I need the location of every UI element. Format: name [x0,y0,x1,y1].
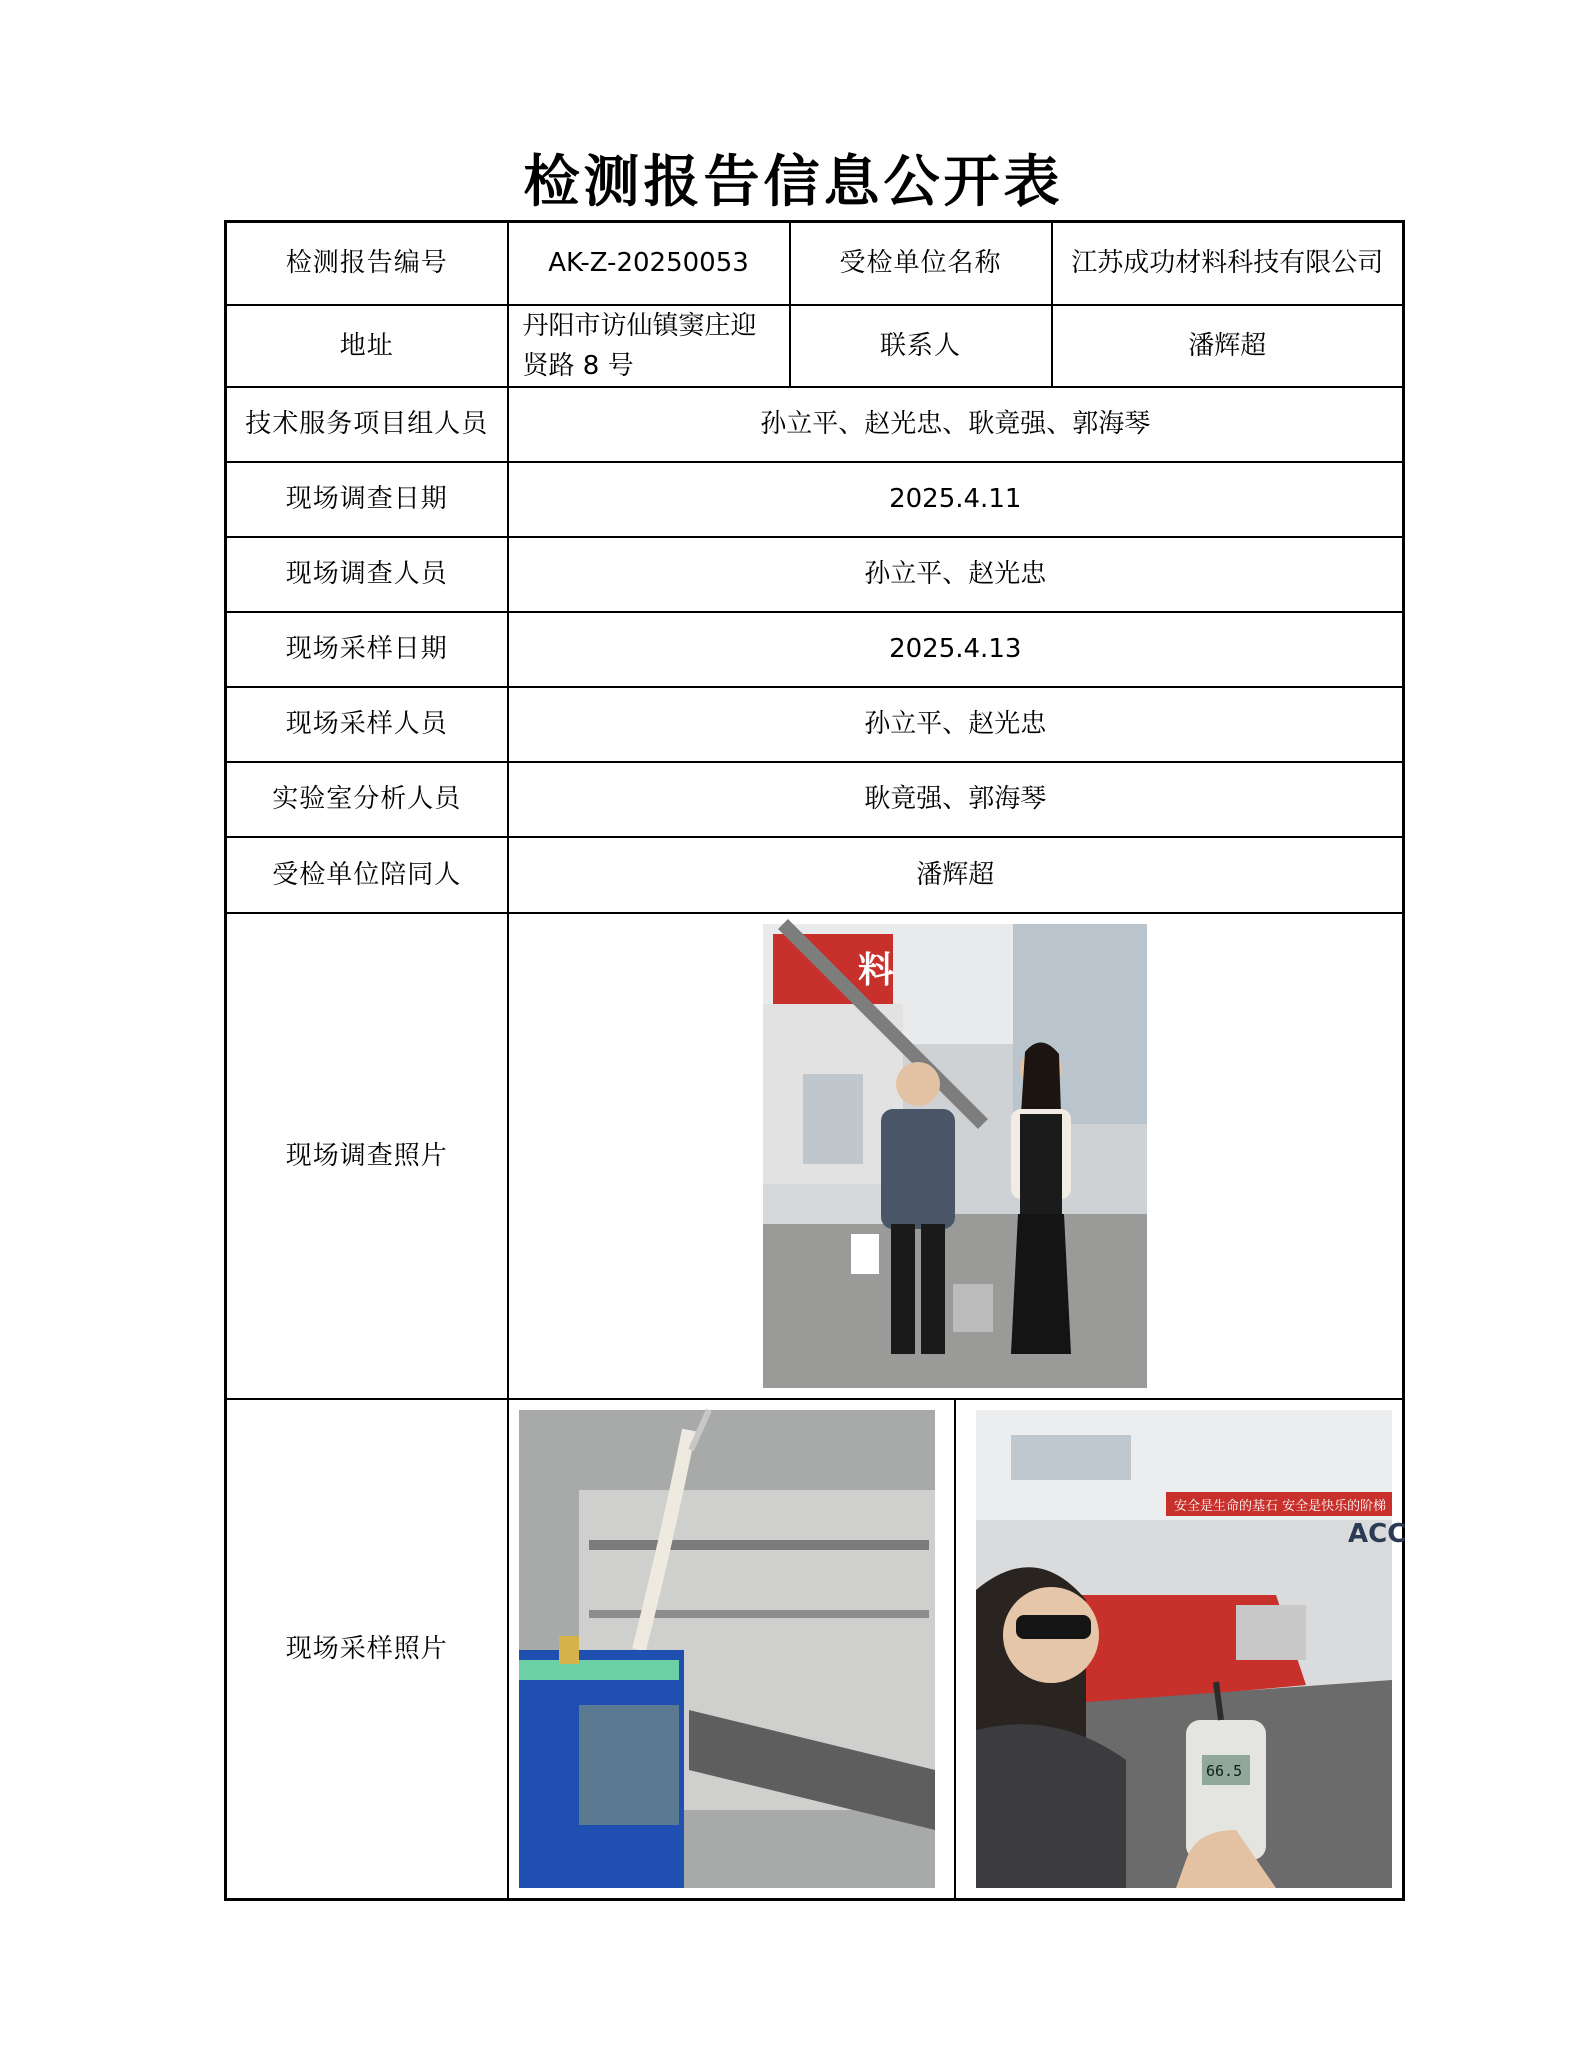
table-row [226,462,1404,537]
table-row [226,305,1404,387]
report-table [224,220,1405,1901]
value-escort: 潘辉超 [508,837,1404,913]
svg-text:料: 料 [858,949,895,991]
value-lab-staff: 耿竟强、郭海琴 [508,762,1404,837]
label-report-no: 检测报告编号 [226,222,508,305]
label-contact: 联系人 [790,305,1052,387]
value-report-no: AK-Z-20250053 [508,222,790,305]
table-row [226,837,1404,913]
noise-meter-photo-image [976,1410,1407,1888]
value-survey-date: 2025.4.11 [508,462,1404,537]
table-row [226,537,1404,612]
label-sampling-staff: 现场采样人员 [226,687,508,762]
label-survey-staff: 现场调查人员 [226,537,508,612]
table-row [226,1399,1404,1900]
table-row [226,762,1404,837]
label-team: 技术服务项目组人员 [226,387,508,462]
page-title: 检测报告信息公开表 [523,149,1064,215]
value-sampling-date: 2025.4.13 [508,612,1404,687]
sampling-photo-left [519,1410,935,1888]
svg-text:66.5: 66.5 [1206,1761,1243,1780]
label-address: 地址 [226,305,508,387]
value-unit-name: 江苏成功材料科技有限公司 [1052,222,1404,305]
table-row [226,913,1404,1399]
label-escort: 受检单位陪同人 [226,837,508,913]
survey-photo [763,924,1147,1388]
sampling-photo-right [976,1410,1407,1888]
sampling-photo-cell [508,1399,1407,1900]
sampler-photo-image [519,1410,935,1888]
label-survey-photo: 现场调查照片 [226,913,508,1399]
sampling-photo-pair [519,1410,1407,1888]
table-row [226,612,1404,687]
value-address: 丹阳市访仙镇窦庄迎贤路 8 号 [508,305,790,387]
label-survey-date: 现场调查日期 [226,462,508,537]
value-team: 孙立平、赵光忠、耿竟强、郭海琴 [508,387,1404,462]
survey-photo-image [763,924,1147,1388]
survey-photo-cell [508,913,1404,1399]
svg-text:安全是生命的基石 安全是快乐的阶梯: 安全是生命的基石 安全是快乐的阶梯 [1174,1498,1387,1514]
label-unit-name: 受检单位名称 [790,222,1052,305]
label-sampling-photo: 现场采样照片 [226,1399,508,1900]
label-sampling-date: 现场采样日期 [226,612,508,687]
label-lab-staff: 实验室分析人员 [226,762,508,837]
table-row [226,222,1404,305]
photo-divider [954,1400,956,1898]
value-survey-staff: 孙立平、赵光忠 [508,537,1404,612]
value-sampling-staff: 孙立平、赵光忠 [508,687,1404,762]
table-row [226,387,1404,462]
value-contact: 潘辉超 [1052,305,1404,387]
table-row [226,687,1404,762]
svg-text:ACC: ACC [1348,1518,1407,1549]
